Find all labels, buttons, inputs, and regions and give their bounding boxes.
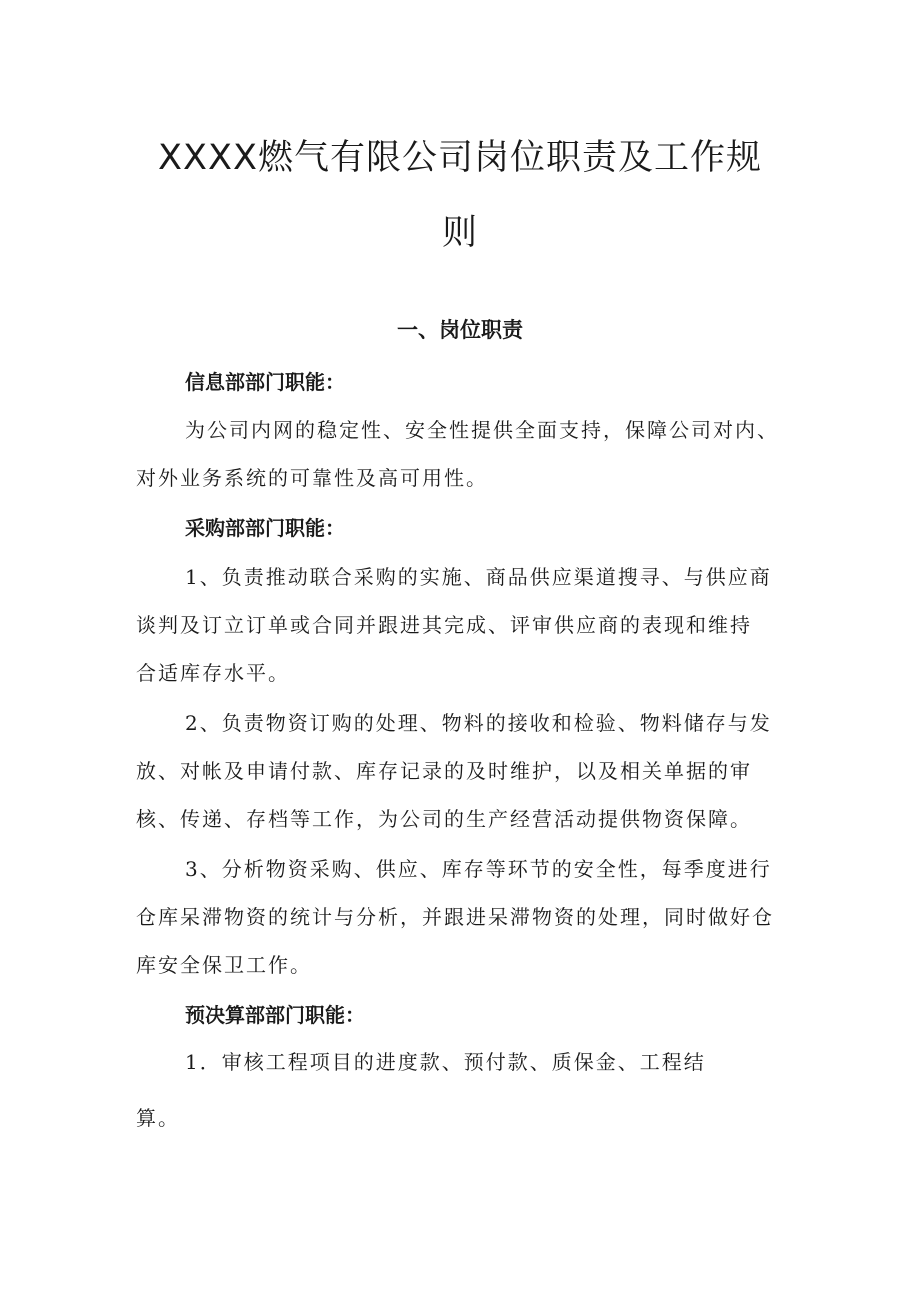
document-title-line-1: XXXX燃气有限公司岗位职责及工作规 xyxy=(158,138,762,178)
section-heading: 一、岗位职责 xyxy=(397,318,523,342)
purchase-item1-line: 谈判及订立订单或合同并跟进其完成、评审供应商的表现和维持 xyxy=(136,613,752,637)
info-dept-heading: 信息部部门职能： xyxy=(185,370,345,394)
info-dept-line: 为公司内网的稳定性、安全性提供全面支持，保障公司对内、 xyxy=(185,418,779,442)
purchase-item1-line: 1、负责推动联合采购的实施、商品供应渠道搜寻、与供应商 xyxy=(185,565,772,589)
purchase-item3-line: 库安全保卫工作。 xyxy=(136,953,312,977)
budget-item1-line: 算。 xyxy=(136,1106,180,1130)
purchase-item3-line: 3、分析物资采购、供应、库存等环节的安全性，每季度进行 xyxy=(185,857,772,881)
document-title-line-2: 则 xyxy=(441,213,478,253)
purchase-item3-line: 仓库呆滞物资的统计与分析，并跟进呆滞物资的处理，同时做好仓 xyxy=(136,905,774,929)
purchase-item2-line: 放、对帐及申请付款、库存记录的及时维护，以及相关单据的审 xyxy=(136,759,752,783)
purchase-item1-line: 合适库存水平。 xyxy=(136,661,290,685)
budget-item1-line: 1．审核工程项目的进度款、预付款、质保金、工程结 xyxy=(185,1050,706,1074)
purchase-item2-line: 2、负责物资订购的处理、物料的接收和检验、物料储存与发 xyxy=(185,711,772,735)
purchase-dept-heading: 采购部部门职能： xyxy=(185,516,345,540)
budget-dept-heading: 预决算部部门职能： xyxy=(185,1003,365,1027)
info-dept-line: 对外业务系统的可靠性及高可用性。 xyxy=(136,466,488,490)
purchase-item2-line: 核、传递、存档等工作，为公司的生产经营活动提供物资保障。 xyxy=(136,807,752,831)
